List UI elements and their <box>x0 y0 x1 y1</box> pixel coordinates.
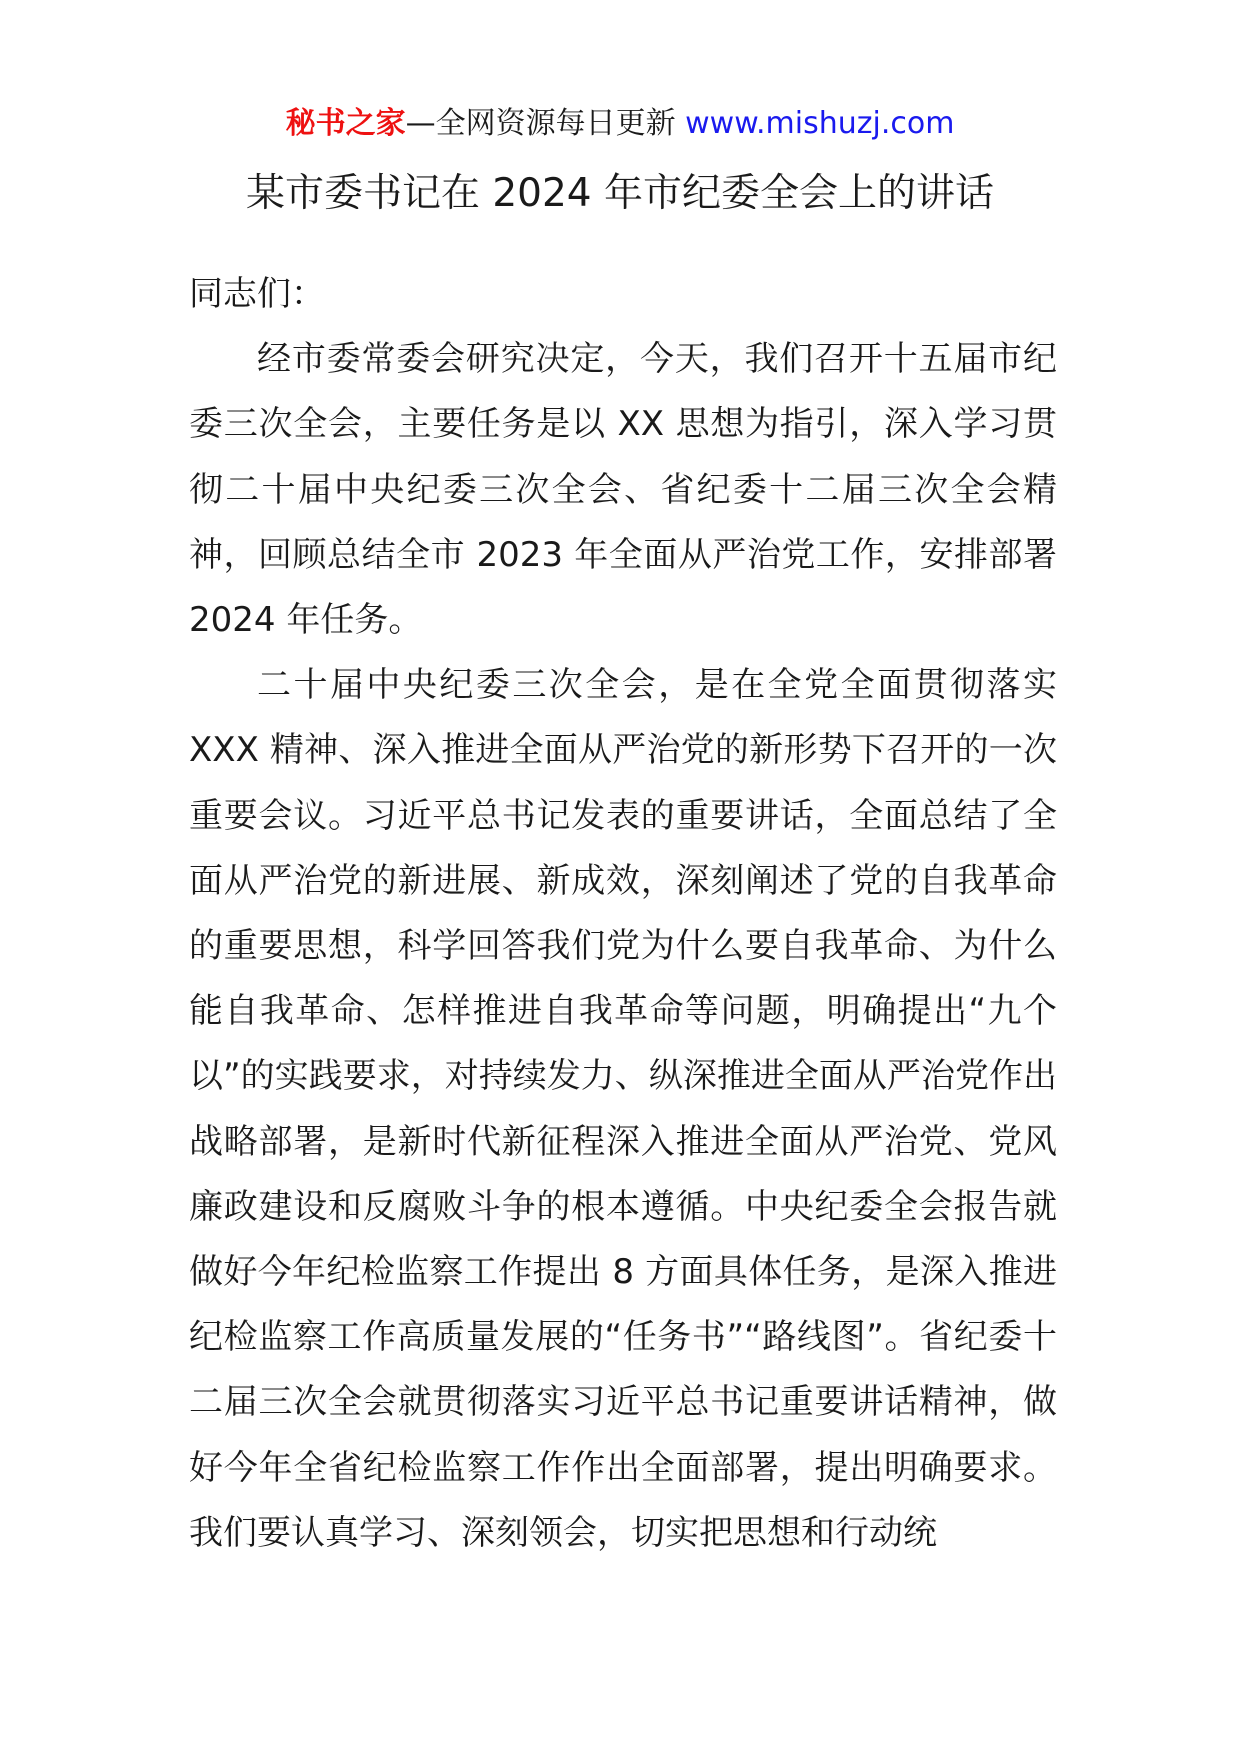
brand-name: 秘书之家 <box>285 106 406 141</box>
paragraph-1: 经市委常委会研究决定，今天，我们召开十五届市纪委三次全会，主要任务是以 XX 思想为指引，深入学习贯彻二十届中央纪委三次全会、省纪委十二届三次全会精神，回顾总结全市 2023 年全面从严治党工作，安排部署 2024 年任务。 <box>189 339 1057 641</box>
document-title: 某市委书记在 2024 年市纪委全会上的讲话 <box>245 171 995 216</box>
salutation: 同志们： <box>189 274 325 314</box>
paragraph-2: 二十届中央纪委三次全会，是在全党全面贯彻落实 XXX 精神、深入推进全面从严治党的新形势下召开的一次重要会议。习近平总书记发表的重要讲话，全面总结了全面从严治党的新进展、新成效，深刻阐述了党的自我革命的重要思想，科学回答我们党为什么要自我革命、为什么能自我革命、怎样推进自我革命等问题，明确提出“九个以”的实践要求，对持续发力、纵深推进全面从严治党作出战略部署，是新时代新征程深入推进全面从严治党、党风廉政建设和反腐败斗争的根本遵循。中央纪委全会报告就做好今年纪检监察工作提出 8 方面具体任务，是深入推进纪检监察工作高质量发展的“任务书”“路线图”。省纪委十二届三次全会就贯彻落实习近平总书记重要讲话精神，做好今年全省纪检监察工作作出全面部署，提出明确要求。我们要认真学习、深刻领会，切实把思想和行动统 <box>189 665 1057 1553</box>
site-url-link[interactable]: www.mishuzj.com <box>685 106 955 141</box>
header-tagline: —全网资源每日更新 <box>405 106 676 141</box>
document-body <box>189 262 1057 1566</box>
site-header <box>0 104 1240 144</box>
